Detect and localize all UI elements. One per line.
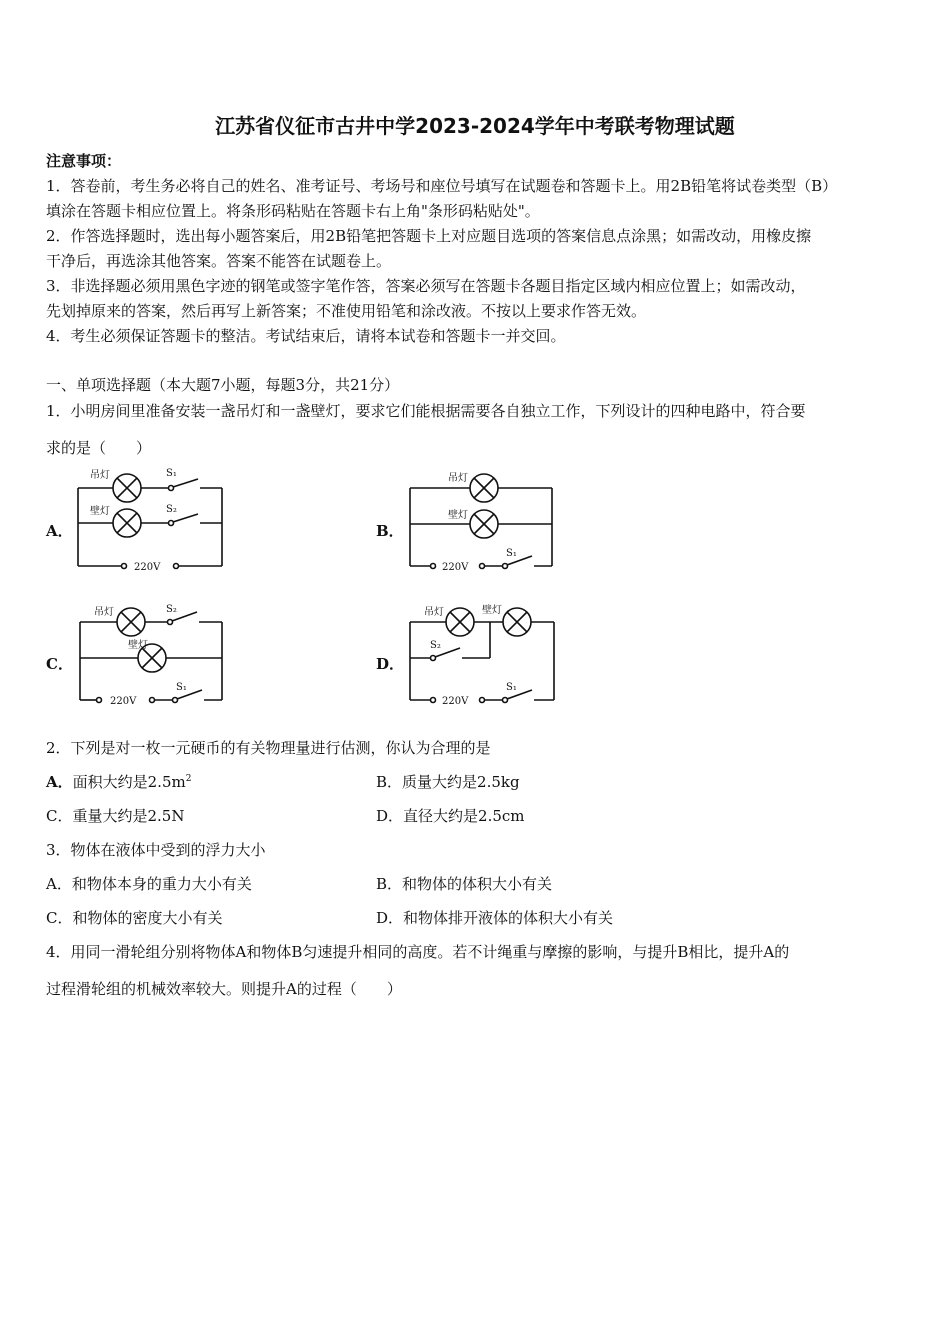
pendant-lamp-label: 吊灯	[448, 473, 468, 484]
question-4-stem-cont: 过程滑轮组的机械效率较大。则提升A的过程（ ）	[46, 980, 402, 998]
question-1-stem: 1．小明房间里准备安装一盏吊灯和一盏壁灯，要求它们能根据需要各自独立工作，下列设计的四种电路中，符合要	[46, 402, 806, 420]
voltage-label: 220V	[442, 696, 469, 707]
question-2-option-a	[46, 775, 191, 790]
option-c-label: C．	[46, 655, 73, 673]
question-3-stem: 3．物体在液体中受到的浮力大小	[46, 841, 266, 859]
switch-s1-label: S₁	[166, 468, 177, 479]
voltage-label: 220V	[442, 562, 469, 573]
question-4-stem: 4．用同一滑轮组分别将物体A和物体B匀速提升相同的高度。若不计绳重与摩擦的影响，与提升B相比，提升A的	[46, 943, 790, 961]
question-2-option-c: C．重量大约是2.5N	[46, 807, 185, 825]
page-title: 江苏省仪征市古井中学2023-2024学年中考联考物理试题	[215, 114, 735, 138]
notice-line: 干净后，再选涂其他答案。答案不能答在试题卷上。	[46, 252, 392, 270]
question-3-option-b: B．和物体的体积大小有关	[376, 875, 553, 893]
question-1-stem-cont: 求的是（ ）	[46, 439, 152, 457]
option-label: A．	[46, 773, 73, 791]
section-heading: 一、单项选择题（本大题7小题，每题3分，共21分）	[46, 376, 400, 394]
switch-s1-label: S₁	[176, 682, 187, 693]
question-3-option-d: D．和物体排开液体的体积大小有关	[376, 909, 614, 927]
voltage-label: 220V	[134, 562, 161, 573]
option-text: 面积大约是2.5m	[72, 773, 186, 791]
voltage-label: 220V	[110, 696, 137, 707]
notice-line: 2．作答选择题时，选出每小题答案后，用2B铅笔把答题卡上对应题目选项的答案信息点涂黑；如需改动，用橡皮擦	[46, 227, 812, 245]
option-b-label: B．	[376, 522, 404, 540]
wall-lamp-label: 壁灯	[482, 605, 502, 616]
option-a-label: A．	[46, 522, 73, 540]
circuit-diagram-b	[402, 466, 562, 578]
switch-s1-label: S₁	[506, 548, 517, 559]
option-superscript: 2	[185, 774, 192, 784]
notice-line: 先划掉原来的答案，然后再写上新答案；不准使用铅笔和涂改液。不按以上要求作答无效。	[46, 302, 647, 320]
question-3-option-a: A．和物体本身的重力大小有关	[46, 875, 252, 893]
question-2-option-b: B．质量大约是2.5kg	[376, 773, 520, 791]
wall-lamp-label: 壁灯	[448, 510, 468, 521]
switch-s2-label: S₂	[430, 640, 441, 651]
option-d-label: D．	[376, 655, 405, 673]
notice-line: 4．考生必须保证答题卡的整洁。考试结束后，请将本试卷和答题卡一并交回。	[46, 327, 566, 345]
notice-line: 1．答卷前，考生务必将自己的姓名、准考证号、考场号和座位号填写在试题卷和答题卡上。用2B铅笔将试卷类型（B）	[46, 177, 838, 195]
switch-s1-label: S₁	[506, 682, 517, 693]
notice-line: 3．非选择题必须用黑色字迹的钢笔或签字笔作答，答案必须写在答题卡各题目指定区域内相应位置上；如需改动，	[46, 277, 806, 295]
question-2-stem: 2．下列是对一枚一元硬币的有关物理量进行估测，你认为合理的是	[46, 739, 491, 757]
question-2-option-d: D．直径大约是2.5cm	[376, 807, 525, 825]
circuit-diagram-d	[402, 600, 562, 712]
pendant-lamp-label: 吊灯	[94, 607, 114, 618]
switch-s2-label: S₂	[166, 504, 177, 515]
pendant-lamp-label: 吊灯	[90, 470, 110, 481]
pendant-lamp-label: 吊灯	[424, 607, 444, 618]
switch-s2-label: S₂	[166, 604, 177, 615]
notice-line: 填涂在答题卡相应位置上。将条形码粘贴在答题卡右上角"条形码粘贴处"。	[46, 202, 540, 220]
question-3-option-c: C．和物体的密度大小有关	[46, 909, 223, 927]
wall-lamp-label: 壁灯	[90, 506, 110, 517]
circuit-diagram-c	[72, 600, 232, 712]
circuit-diagram-a	[70, 466, 230, 578]
notice-heading: 注意事项：	[46, 152, 122, 170]
wall-lamp-label: 壁灯	[128, 640, 148, 651]
